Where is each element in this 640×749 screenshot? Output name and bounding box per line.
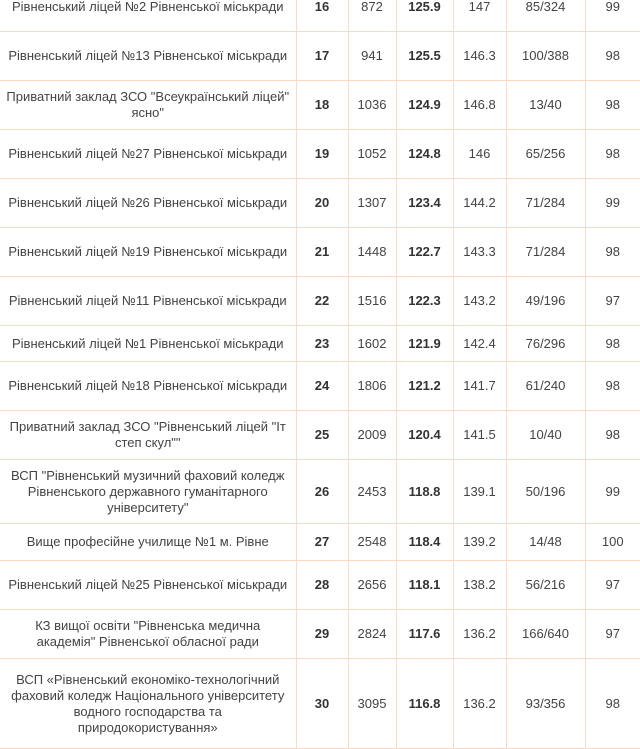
rank-cell: 19 xyxy=(296,130,348,179)
percent-cell: 99 xyxy=(585,0,640,32)
percent-cell: 99 xyxy=(585,460,640,524)
rank-cell: 25 xyxy=(296,411,348,460)
percent-cell: 100 xyxy=(585,524,640,561)
table-row xyxy=(0,0,640,32)
rank-cell: 26 xyxy=(296,460,348,524)
school-name-cell: Рівненський ліцей №25 Рівненської міськради xyxy=(0,561,296,610)
table-row xyxy=(0,277,640,326)
place-cell: 1036 xyxy=(348,81,396,130)
rank-cell: 20 xyxy=(296,179,348,228)
max-score-cell: 147 xyxy=(453,0,506,32)
place-cell: 1806 xyxy=(348,362,396,411)
percent-cell: 98 xyxy=(585,362,640,411)
rank-cell: 16 xyxy=(296,0,348,32)
max-score-cell: 139.1 xyxy=(453,460,506,524)
percent-cell: 98 xyxy=(585,659,640,749)
school-name-cell: Рівненський ліцей №18 Рівненської міськради xyxy=(0,362,296,411)
score-cell: 120.4 xyxy=(396,411,453,460)
max-score-cell: 136.2 xyxy=(453,659,506,749)
max-score-cell: 141.7 xyxy=(453,362,506,411)
school-name-cell: Рівненський ліцей №1 Рівненської міськради xyxy=(0,326,296,362)
ratio-cell: 65/256 xyxy=(506,130,585,179)
place-cell: 2453 xyxy=(348,460,396,524)
rank-cell: 28 xyxy=(296,561,348,610)
percent-cell: 97 xyxy=(585,610,640,659)
percent-cell: 98 xyxy=(585,130,640,179)
rank-cell: 27 xyxy=(296,524,348,561)
max-score-cell: 146 xyxy=(453,130,506,179)
score-cell: 124.8 xyxy=(396,130,453,179)
rank-cell: 23 xyxy=(296,326,348,362)
ratio-cell: 13/40 xyxy=(506,81,585,130)
table-row xyxy=(0,610,640,659)
school-name-cell: ВСП «Рівненський економіко-технологічний фаховий коледж Національного університету водного господарства та природокористування» xyxy=(0,659,296,749)
percent-cell: 98 xyxy=(585,411,640,460)
score-cell: 125.5 xyxy=(396,32,453,81)
ratio-cell: 56/216 xyxy=(506,561,585,610)
place-cell: 2548 xyxy=(348,524,396,561)
percent-cell: 99 xyxy=(585,179,640,228)
place-cell: 2656 xyxy=(348,561,396,610)
max-score-cell: 136.2 xyxy=(453,610,506,659)
table-row xyxy=(0,32,640,81)
ratio-cell: 93/356 xyxy=(506,659,585,749)
place-cell: 1602 xyxy=(348,326,396,362)
ratio-cell: 50/196 xyxy=(506,460,585,524)
table-row xyxy=(0,524,640,561)
percent-cell: 97 xyxy=(585,277,640,326)
table-row xyxy=(0,81,640,130)
ratio-cell: 10/40 xyxy=(506,411,585,460)
percent-cell: 97 xyxy=(585,561,640,610)
rank-cell: 30 xyxy=(296,659,348,749)
school-name-cell: Рівненський ліцей №2 Рівненської міськради xyxy=(0,0,296,32)
place-cell: 1307 xyxy=(348,179,396,228)
school-name-cell: Приватний заклад ЗСО "Рівненський ліцей "Іт степ скул"" xyxy=(0,411,296,460)
max-score-cell: 146.8 xyxy=(453,81,506,130)
school-name-cell: Рівненський ліцей №13 Рівненської міськради xyxy=(0,32,296,81)
rank-cell: 18 xyxy=(296,81,348,130)
score-cell: 122.3 xyxy=(396,277,453,326)
max-score-cell: 139.2 xyxy=(453,524,506,561)
school-name-cell: ВСП "Рівненський музичний фаховий коледж Рівненського державного гуманітарного університету" xyxy=(0,460,296,524)
ratio-cell: 100/388 xyxy=(506,32,585,81)
score-cell: 116.8 xyxy=(396,659,453,749)
place-cell: 872 xyxy=(348,0,396,32)
score-cell: 122.7 xyxy=(396,228,453,277)
table-row xyxy=(0,130,640,179)
max-score-cell: 146.3 xyxy=(453,32,506,81)
max-score-cell: 143.3 xyxy=(453,228,506,277)
percent-cell: 98 xyxy=(585,32,640,81)
table-row xyxy=(0,326,640,362)
score-cell: 121.9 xyxy=(396,326,453,362)
score-cell: 118.8 xyxy=(396,460,453,524)
ratio-cell: 71/284 xyxy=(506,179,585,228)
table-row xyxy=(0,228,640,277)
ratio-cell: 14/48 xyxy=(506,524,585,561)
ratio-cell: 49/196 xyxy=(506,277,585,326)
ratio-cell: 76/296 xyxy=(506,326,585,362)
school-name-cell: Приватний заклад ЗСО "Всеукраїнський ліцей" ясно" xyxy=(0,81,296,130)
score-cell: 117.6 xyxy=(396,610,453,659)
place-cell: 3095 xyxy=(348,659,396,749)
table-row xyxy=(0,460,640,524)
score-cell: 118.4 xyxy=(396,524,453,561)
rank-cell: 21 xyxy=(296,228,348,277)
rank-cell: 22 xyxy=(296,277,348,326)
ratio-cell: 71/284 xyxy=(506,228,585,277)
school-name-cell: Рівненський ліцей №27 Рівненської міськради xyxy=(0,130,296,179)
score-cell: 123.4 xyxy=(396,179,453,228)
percent-cell: 98 xyxy=(585,228,640,277)
school-name-cell: Вище професійне училище №1 м. Рівне xyxy=(0,524,296,561)
school-name-cell: Рівненський ліцей №19 Рівненської міськради xyxy=(0,228,296,277)
table-row xyxy=(0,362,640,411)
max-score-cell: 138.2 xyxy=(453,561,506,610)
max-score-cell: 144.2 xyxy=(453,179,506,228)
place-cell: 2824 xyxy=(348,610,396,659)
rank-cell: 29 xyxy=(296,610,348,659)
score-cell: 118.1 xyxy=(396,561,453,610)
max-score-cell: 143.2 xyxy=(453,277,506,326)
table-row xyxy=(0,561,640,610)
school-name-cell: Рівненський ліцей №11 Рівненської міськради xyxy=(0,277,296,326)
rank-cell: 17 xyxy=(296,32,348,81)
percent-cell: 98 xyxy=(585,81,640,130)
school-name-cell: Рівненський ліцей №26 Рівненської міськради xyxy=(0,179,296,228)
max-score-cell: 142.4 xyxy=(453,326,506,362)
place-cell: 1516 xyxy=(348,277,396,326)
score-cell: 125.9 xyxy=(396,0,453,32)
table-row xyxy=(0,411,640,460)
place-cell: 941 xyxy=(348,32,396,81)
place-cell: 2009 xyxy=(348,411,396,460)
score-cell: 124.9 xyxy=(396,81,453,130)
school-name-cell: КЗ вищої освіти "Рівненська медична академія" Рівненської обласної ради xyxy=(0,610,296,659)
ratio-cell: 61/240 xyxy=(506,362,585,411)
table-row xyxy=(0,659,640,749)
max-score-cell: 141.5 xyxy=(453,411,506,460)
place-cell: 1052 xyxy=(348,130,396,179)
rank-cell: 24 xyxy=(296,362,348,411)
ratio-cell: 85/324 xyxy=(506,0,585,32)
place-cell: 1448 xyxy=(348,228,396,277)
percent-cell: 98 xyxy=(585,326,640,362)
table-row xyxy=(0,179,640,228)
score-cell: 121.2 xyxy=(396,362,453,411)
ratio-cell: 166/640 xyxy=(506,610,585,659)
